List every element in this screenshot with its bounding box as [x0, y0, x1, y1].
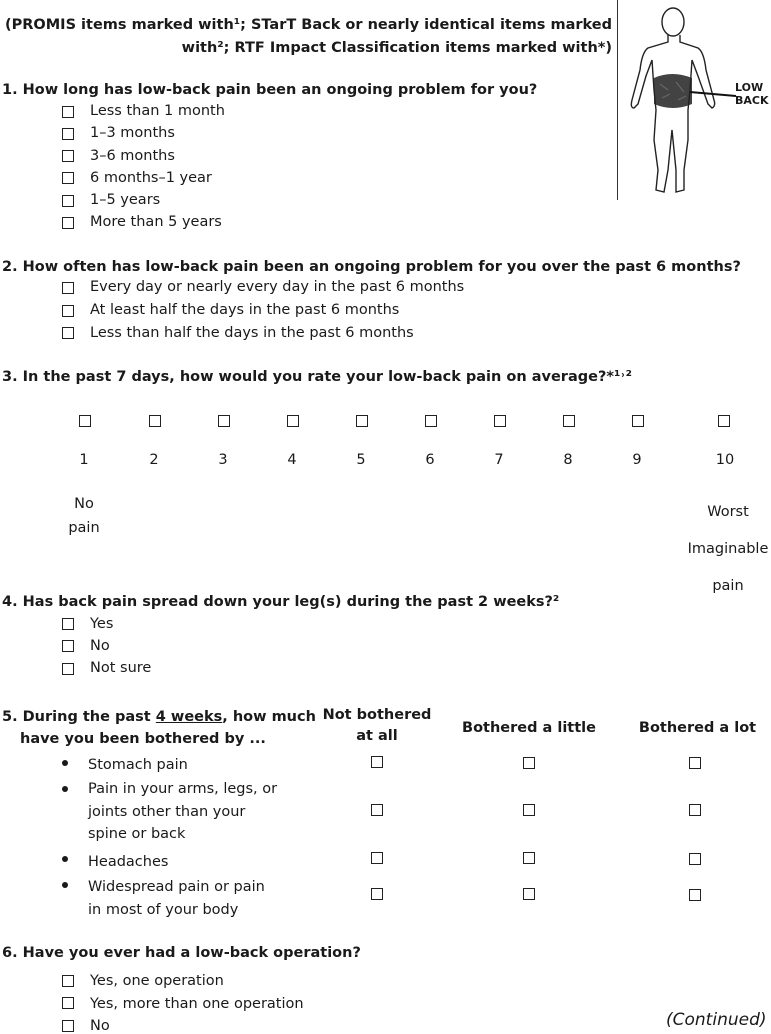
q1-option-label: 1–5 years [90, 192, 161, 208]
continued-label: (Continued) [666, 1010, 767, 1030]
q6-option-checkbox[interactable] [62, 997, 74, 1009]
q5-row1-bothered-lot-checkbox[interactable] [689, 757, 701, 769]
q1-option-checkbox[interactable] [62, 172, 74, 184]
q2-option-checkbox[interactable] [62, 282, 74, 294]
question-3-title: 3. In the past 7 days, how would you rate your low-back pain on average?*¹˒² [2, 369, 632, 385]
q4-option-checkbox[interactable] [62, 663, 74, 675]
instructions-line-1: (PROMIS items marked with¹; STarT Back or nearly identical items marked [5, 17, 612, 33]
q1-option-checkbox[interactable] [62, 195, 74, 207]
q5-row4-not-bothered-checkbox[interactable] [371, 888, 383, 900]
question-4-title: 4. Has back pain spread down your leg(s) during the past 2 weeks?² [2, 594, 560, 610]
q5-row1-not-bothered-checkbox[interactable] [371, 756, 383, 768]
q5-row-label: Widespread pain or pain in most of your body [88, 879, 265, 918]
column-header-not-bothered: Not bothered at all [322, 707, 432, 744]
instructions-note [0, 14, 612, 60]
q4-option-checkbox[interactable] [62, 618, 74, 630]
pain-scale-checkbox-9[interactable] [632, 415, 644, 427]
pain-scale-checkbox-7[interactable] [494, 415, 506, 427]
pain-scale-number: 7 [494, 452, 504, 468]
q5-row2-bothered-lot-checkbox[interactable] [689, 804, 701, 816]
pain-scale-checkbox-10[interactable] [718, 415, 730, 427]
pain-scale-checkbox-8[interactable] [563, 415, 575, 427]
pain-scale-checkbox-2[interactable] [149, 415, 161, 427]
pain-scale-low-anchor: No pain [68, 496, 100, 536]
q2-option-checkbox[interactable] [62, 327, 74, 339]
q1-option-checkbox[interactable] [62, 128, 74, 140]
q2-option-label: Less than half the days in the past 6 months [90, 325, 414, 341]
pain-scale-checkbox-4[interactable] [287, 415, 299, 427]
q2-option-label: At least half the days in the past 6 months [90, 302, 400, 318]
q6-option-label: Yes, more than one operation [90, 996, 304, 1012]
q2-option-checkbox[interactable] [62, 305, 74, 317]
q1-option-label: 1–3 months [90, 125, 175, 141]
bullet-icon [62, 786, 68, 792]
bullet-icon [62, 882, 68, 888]
q1-option-label: 6 months–1 year [90, 170, 212, 186]
q6-option-label: Yes, one operation [90, 973, 224, 989]
q1-option-label: Less than 1 month [90, 103, 225, 119]
q4-option-checkbox[interactable] [62, 640, 74, 652]
pain-scale-number: 4 [287, 452, 297, 468]
question-2-title: 2. How often has low-back pain been an ongoing problem for you over the past 6 months? [2, 259, 741, 275]
pain-scale-number: 1 [79, 452, 89, 468]
q5-row-label: Pain in your arms, legs, or joints other than your spine or back [88, 781, 278, 842]
q6-option-checkbox[interactable] [62, 1020, 74, 1032]
pain-scale-checkbox-6[interactable] [425, 415, 437, 427]
pain-scale-checkbox-5[interactable] [356, 415, 368, 427]
pain-scale-number: 5 [356, 452, 366, 468]
q5-row-label: Stomach pain [88, 757, 188, 773]
column-header-bothered-lot: Bothered a lot [638, 720, 757, 736]
q5-row2-not-bothered-checkbox[interactable] [371, 804, 383, 816]
q1-option-label: More than 5 years [90, 214, 222, 230]
q5-row4-bothered-little-checkbox[interactable] [523, 888, 535, 900]
q5-row3-not-bothered-checkbox[interactable] [371, 852, 383, 864]
pain-scale-number: 2 [149, 452, 159, 468]
q5-row2-bothered-little-checkbox[interactable] [523, 804, 535, 816]
instructions-line-2: with²; RTF Impact Classification items marked with*) [181, 40, 612, 56]
q4-option-label: Yes [90, 616, 114, 632]
q1-option-label: 3–6 months [90, 148, 175, 164]
q2-option-label: Every day or nearly every day in the past 6 months [90, 279, 465, 295]
q4-option-label: Not sure [90, 660, 152, 676]
q1-option-checkbox[interactable] [62, 106, 74, 118]
q6-option-checkbox[interactable] [62, 975, 74, 987]
q4-option-label: No [90, 638, 110, 654]
pain-scale-number: 9 [632, 452, 642, 468]
low-back-label: LOW BACK [735, 81, 769, 107]
q1-option-checkbox[interactable] [62, 217, 74, 229]
question-5-title: 5. During the past 4 weeks, how much have you been bothered by ... [2, 709, 316, 747]
column-header-bothered-little: Bothered a little [462, 720, 596, 736]
question-1-title: 1. How long has low-back pain been an ongoing problem for you? [2, 82, 538, 98]
bullet-icon [62, 856, 68, 862]
pain-scale-high-anchor: Worst Imaginable pain [687, 504, 769, 594]
pain-scale-number: 10 [715, 452, 735, 468]
body-figure [617, 0, 771, 200]
q5-row1-bothered-little-checkbox[interactable] [523, 757, 535, 769]
q5-row-label: Headaches [88, 854, 169, 870]
q6-option-label: No [90, 1018, 110, 1034]
q5-row3-bothered-little-checkbox[interactable] [523, 852, 535, 864]
pain-scale-number: 8 [563, 452, 573, 468]
bullet-icon [62, 760, 68, 766]
q1-option-checkbox[interactable] [62, 150, 74, 162]
pain-scale-number: 6 [425, 452, 435, 468]
pain-scale-checkbox-1[interactable] [79, 415, 91, 427]
question-6-title: 6. Have you ever had a low-back operation? [2, 945, 361, 961]
pain-scale-checkbox-3[interactable] [218, 415, 230, 427]
q5-row3-bothered-lot-checkbox[interactable] [689, 853, 701, 865]
pain-scale-number: 3 [218, 452, 228, 468]
q5-row4-bothered-lot-checkbox[interactable] [689, 889, 701, 901]
